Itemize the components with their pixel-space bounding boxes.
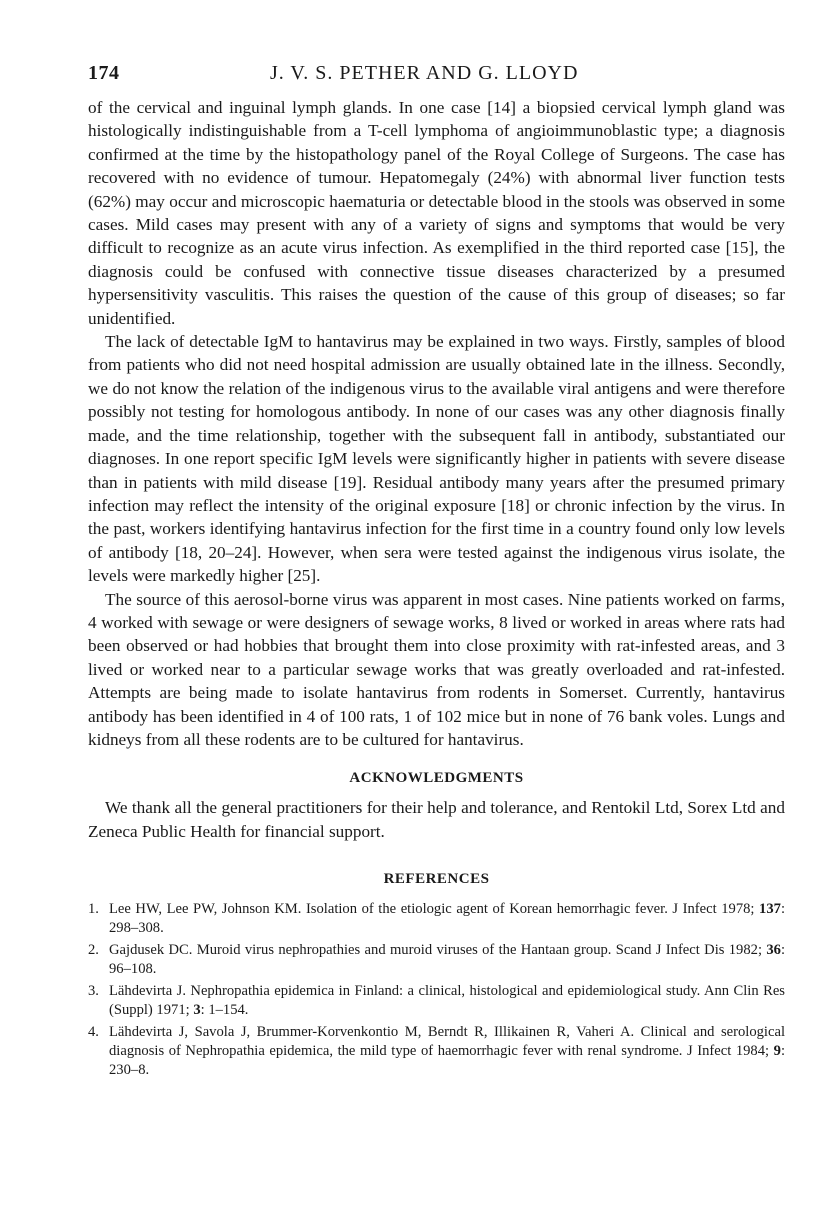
reference-volume: 137 <box>759 901 781 918</box>
acknowledgments-text: We thank all the general practitioners for their help and tolerance, and Rentokil Ltd, Sorex Ltd and Zeneca Public Health for financial support. <box>88 798 785 842</box>
page <box>88 62 785 1083</box>
reference-text: Lähdevirta J. Nephropathia epidemica in Finland: a clinical, histological and epidemiological study. Ann Clin Res (Suppl) 1971; <box>109 983 785 1019</box>
paragraph-continued: of the cervical and inguinal lymph glands. In one case [14] a biopsied cervical lymph gland was histologically indistinguishable from a T-cell lymphoma of angioimmunoblastic type; a diagnosis confirmed at the time by the histopathology panel of the Royal College of Surgeons. The case has recovered with no evidence of tumour. Hepatomegaly (24%) with abnormal liver function tests (62%) may occur and microscopic haematuria or detectable blood in the stools was observed in some cases. Mild cases may present with any of a variety of signs and symptoms that would be very difficult to recognize as an acute virus infection. As exemplified in the third reported case [15], the diagnosis could be confused with connective tissue diseases characterized by a presumed hypersensitivity vasculitis. This raises the question of the cause of this group of diseases; so far unidentified. <box>88 98 785 328</box>
paragraph-source: The source of this aerosol-borne virus was apparent in most cases. Nine patients worked on farms, 4 worked with sewage or were designers of sewage works, 8 lived or worked in areas where rats had been observed or had hobbies that brought them into close proximity with rat-infested areas, and 3 lived or worked near to a particular sewage works that was greatly overloaded and rat-infested. Attempts are being made to isolate hantavirus from rodents in Somerset. Currently, hantavirus antibody has been identified in 4 of 100 rats, 1 of 102 mice but in none of 76 bank voles. Lungs and kidneys from all these rodents are to be cultured for hantavirus. <box>88 589 785 749</box>
reference-number: 2. <box>88 942 99 959</box>
reference-pages: : 230–8. <box>109 1043 785 1079</box>
acknowledgments-heading: ACKNOWLEDGMENTS <box>349 770 524 787</box>
reference-pages: : 298–308. <box>109 901 785 937</box>
page-number: 174 <box>88 62 120 84</box>
body-text <box>88 96 785 751</box>
reference-volume: 9 <box>773 1043 781 1060</box>
reference-text: Lähdevirta J, Savola J, Brummer-Korvenkontio M, Berndt R, Illikainen R, Vaheri A. Clinical and serological diagnosis of Nephropathia epidemica, the mild type of haemorrhagic fever with renal syndrome. J Infect 1984; <box>109 1024 785 1060</box>
reference-number: 3. <box>88 983 99 1000</box>
reference-number: 4. <box>88 1024 99 1041</box>
reference-text: Lee HW, Lee PW, Johnson KM. Isolation of the etiologic agent of Korean hemorrhagic fever. J Infect 1978; <box>109 901 760 918</box>
reference-pages: : 1–154. <box>200 1002 249 1019</box>
reference-list <box>88 900 785 1080</box>
references-heading: REFERENCES <box>383 871 490 888</box>
reference-number: 1. <box>88 901 99 918</box>
reference-text: Gajdusek DC. Muroid virus nephropathies and muroid viruses of the Hantaan group. Scand J Infect Dis 1982; <box>109 942 767 959</box>
reference-volume: 36 <box>766 942 781 959</box>
running-head: J. V. S. PETHER AND G. LLOYD <box>270 62 579 84</box>
paragraph-igm: The lack of detectable IgM to hantavirus may be explained in two ways. Firstly, samples of blood from patients who did not need hospital admission are usually obtained late in the illness. Secondly, we do not know the relation of the indigenous virus to the available viral antigens and were therefore possibly not testing for homologous antibody. In none of our cases was any other diagnosis finally made, and the time relationship, together with the subsequent fall in antibody, substantiated our diagnoses. In one report specific IgM levels were significantly higher in patients with severe disease than in patients with mild disease [19]. Residual antibody many years after the presumed primary infection may reflect the intensity of the original exposure [18] or chronic infection by the virus. In the past, workers identifying hantavirus infection for the first time in a country found only low levels of antibody [18, 20–24]. However, when sera were tested against the indigenous virus isolate, the levels were markedly higher [25]. <box>88 332 785 586</box>
reference-pages: : 96–108. <box>109 942 785 978</box>
reference-item <box>88 1023 785 1080</box>
reference-item <box>88 900 785 938</box>
page-header <box>88 62 785 96</box>
reference-item <box>88 982 785 1020</box>
reference-volume: 3 <box>193 1002 201 1019</box>
reference-item <box>88 941 785 979</box>
